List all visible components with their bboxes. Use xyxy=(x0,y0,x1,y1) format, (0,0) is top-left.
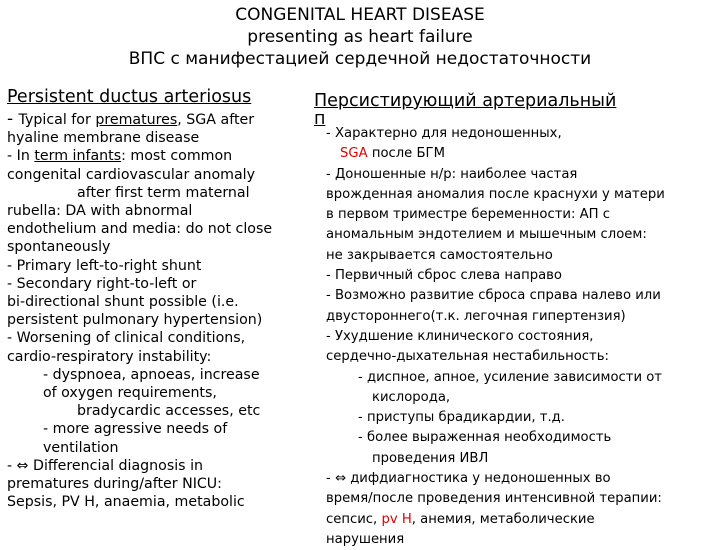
russian-line: проведения ИВЛ xyxy=(372,450,489,466)
english-line: - ⇔ Differencial diagnosis in xyxy=(7,457,204,474)
title-line-3: ВПС с манифестацией сердечной недостаточности xyxy=(128,49,592,69)
sga-highlight: SGA xyxy=(340,146,368,162)
english-line: bi-directional shunt possible (i.e. xyxy=(7,294,239,311)
text-fragment: , анемия, метаболические xyxy=(411,511,595,527)
english-line: - Primary left-to-right shunt xyxy=(7,257,202,274)
text-fragment: : most common xyxy=(121,148,233,165)
russian-line: кислорода, xyxy=(372,389,451,405)
slide-title xyxy=(0,4,720,70)
russian-line: сердечно-дыхательная нестабильность: xyxy=(326,349,609,365)
english-column xyxy=(7,86,307,511)
russian-line xyxy=(326,144,720,164)
english-line: rubella: DA with abnormal xyxy=(7,203,193,220)
english-line: bradycardic accesses, etc xyxy=(77,403,261,420)
english-line: ventilation xyxy=(43,439,119,456)
text-fragment: , SGA after xyxy=(177,112,255,128)
english-line: - dyspnoea, apnoeas, increase xyxy=(43,366,260,383)
russian-line: аномальным эндотелием и мышечным слоем: xyxy=(326,227,647,243)
english-line: hyaline membrane disease xyxy=(7,130,200,147)
english-line: - more agressive needs of xyxy=(43,421,228,438)
russian-line: в первом триместре беременности: АП с xyxy=(326,207,610,223)
russian-line: время/после проведения интенсивной терапии: xyxy=(326,491,662,507)
russian-line: врожденная аномалия после краснухи у матери xyxy=(326,186,665,202)
russian-line: - приступы брадикардии, т.д. xyxy=(358,410,565,426)
title-line-1: CONGENITAL HEART DISEASE xyxy=(235,5,485,25)
bullet-dash: - xyxy=(7,109,19,129)
russian-line: не закрывается самостоятельно xyxy=(326,247,553,263)
title-line-2: presenting as heart failure xyxy=(247,27,473,47)
term-infants-underlined: term infants xyxy=(34,148,122,165)
russian-line: нарушения xyxy=(326,531,405,547)
english-line: - Secondary right-to-left or xyxy=(7,275,197,292)
russian-line: - Ухудшение клинического состояния, xyxy=(326,328,594,344)
russian-line: - более выраженная необходимость xyxy=(358,430,612,446)
english-line: prematures during/after NICU: xyxy=(7,476,222,493)
pvh-highlight: pv H xyxy=(381,511,412,527)
english-line: congenital cardiovascular anomaly xyxy=(7,166,256,183)
russian-column xyxy=(314,90,720,550)
russian-line: - Доношенные н/р: наиболее частая xyxy=(326,166,578,182)
russian-list xyxy=(326,124,720,550)
russian-line: - Характерно для недоношенных, xyxy=(326,126,562,141)
english-line xyxy=(7,147,307,165)
english-line: persistent pulmonary hypertension) xyxy=(7,312,263,329)
english-line: spontaneously xyxy=(7,239,111,256)
russian-line: двустороннего(т.к. легочная гипертензия) xyxy=(326,308,626,324)
text-fragment: после БГМ xyxy=(367,146,445,162)
russian-heading-continuation: п xyxy=(314,112,326,126)
english-line: cardio-respiratory instability: xyxy=(7,348,212,365)
english-line: of oxygen requirements, xyxy=(43,385,217,402)
text-fragment: - In xyxy=(7,148,35,165)
russian-line: - Возможно развитие сброса справа налево или xyxy=(326,288,661,304)
english-line: - Worsening of clinical conditions, xyxy=(7,330,246,347)
english-line xyxy=(7,110,307,129)
russian-line: - Первичный сброс слева направо xyxy=(326,268,563,284)
text-fragment: Typical for xyxy=(18,112,96,128)
english-line: after first term maternal xyxy=(77,184,250,201)
english-line: endothelium and media: do not close xyxy=(7,221,273,238)
russian-line: - ⇔ дифдиагностика у недоношенных во xyxy=(326,471,611,487)
text-fragment: сепсис, xyxy=(326,511,382,527)
english-heading: Persistent ductus arteriosus xyxy=(7,87,252,107)
prematures-underlined: prematures xyxy=(95,112,178,128)
russian-heading: Персистирующий артериальный xyxy=(314,91,617,111)
russian-line: - диспное, апное, усиление зависимости от xyxy=(358,369,662,385)
english-line: Sepsis, PV H, anaemia, metabolic xyxy=(7,494,245,511)
russian-line xyxy=(326,510,720,530)
